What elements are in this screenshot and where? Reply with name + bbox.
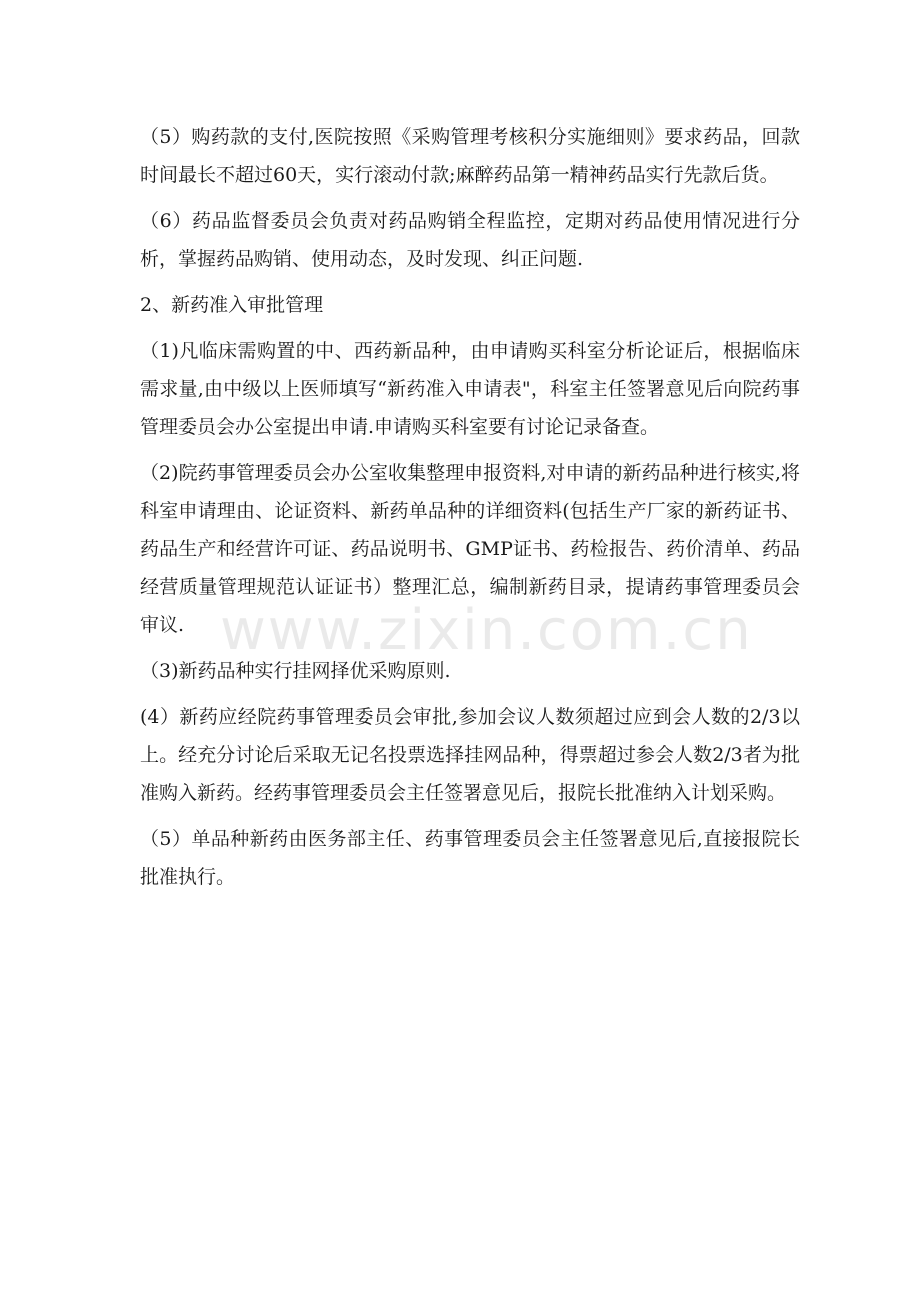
paragraph-committee-approval: (4）新药应经院药事管理委员会审批,参加会议人数须超过应到会人数的2/3以上。经充分讨论后采取无记名投票选择挂网品种，得票超过参会人数2/3者为批准购入新药。经药事管理委员会主任签署意见后，报院长批准纳入计划采购。 bbox=[140, 705, 800, 805]
paragraph-procurement-principle: （3)新药品种实行挂网择优采购原则. bbox=[140, 660, 451, 683]
paragraph-application: （1)凡临床需购置的中、西药新品种，由申请购买科室分析论证后，根据临床需求量,由中级以上医师填写“新药准入申请表"，科室主任签署意见后向院药事管理委员会办公室提出申请.申请购买科室要有讨论记录备查。 bbox=[140, 339, 800, 438]
watermark: www.zixin.com.cn bbox=[220, 598, 753, 663]
paragraph-review: （2)院药事管理委员会办公室收集整理申报资料,对申请的新药品种进行核实,将科室申请理由、论证资料、新药单品种的详细资料(包括生产厂家的新药证书、药品生产和经营许可证、药品说明书、GMP证书、药检报告、药价清单、药品经营质量管理规范认证证书）整理汇总，编制新药目录，提请药事管理委员会审议. bbox=[140, 461, 800, 637]
paragraph-supervision: （6）药品监督委员会负责对药品购销全程监控，定期对药品使用情况进行分析，掌握药品购销、使用动态，及时发现、纠正问题. bbox=[140, 209, 800, 271]
paragraph-single-variety: （5）单品种新药由医务部主任、药事管理委员会主任签署意见后,直接报院长批准执行。 bbox=[140, 827, 800, 889]
document-body bbox=[140, 118, 800, 904]
paragraph-payment: （5）购药款的支付,医院按照《采购管理考核积分实施细则》要求药品，回款时间最长不超过60天，实行滚动付款;麻醉药品第一精神药品实行先款后货。 bbox=[140, 126, 800, 187]
section-heading-new-drug-approval: 2、新药准入审批管理 bbox=[140, 293, 324, 316]
